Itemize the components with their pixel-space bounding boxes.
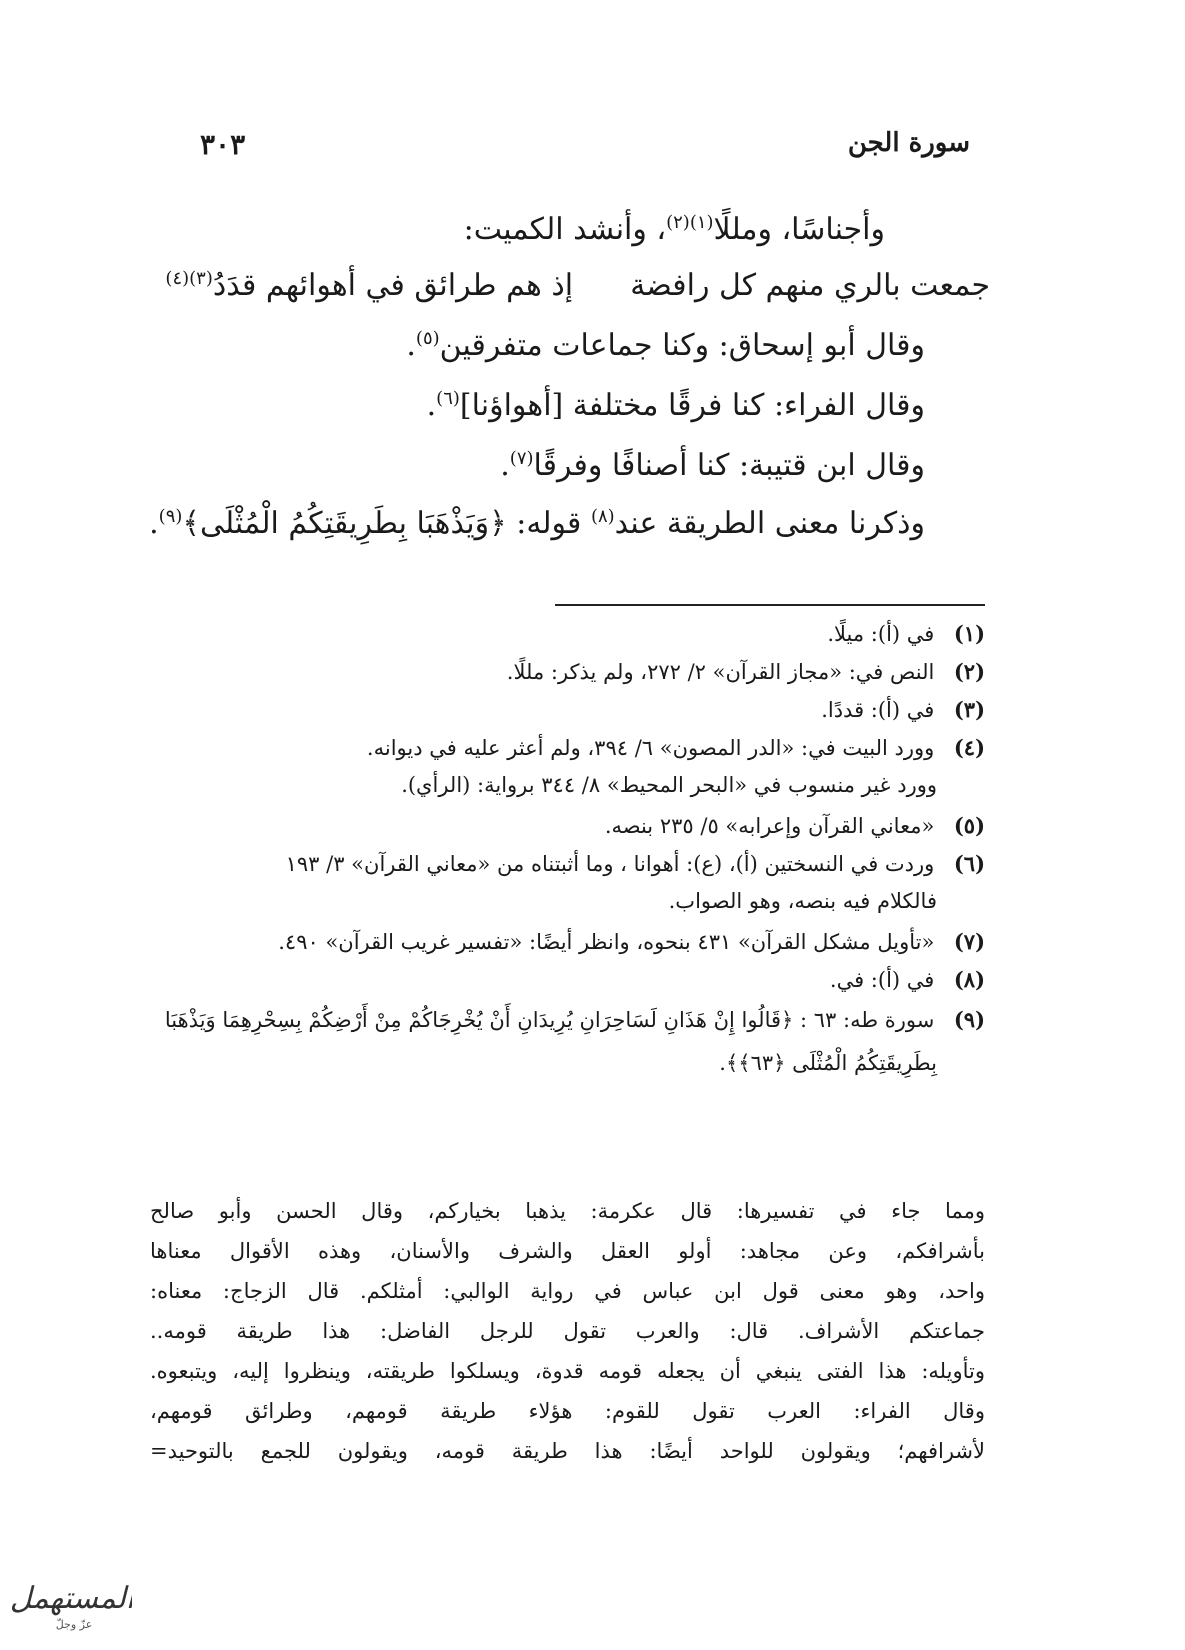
footnote-text: وورد البيت في: «الدر المصون» ٦/ ٣٩٤، ولم أعثر عليه في ديوانه. [366, 736, 935, 760]
footnote-separator [555, 604, 985, 606]
commentary-line: واحد، وهو معنى قول ابن عباس في رواية الوالبي: أمثلكم. قال الزجاج: معناه: [150, 1279, 985, 1303]
main-line-3 [406, 328, 925, 364]
main-line-5-end: . [500, 448, 510, 483]
footnote-9-continuation: بِطَرِيقَتِكُمُ الْمُثْلَى ﴿٦٣﴾﴾. [719, 1051, 937, 1075]
logo-calligraphy-icon [12, 1568, 132, 1634]
main-line-1-text-a: وأجناسًا، ومللًا [713, 212, 885, 247]
main-line-6-end: . [149, 506, 159, 541]
footnote-ref: (٩) [158, 506, 183, 527]
page-number: ٣٠٣ [200, 128, 246, 161]
footnote-number: (١) [953, 621, 985, 646]
poetry-verse [165, 268, 990, 304]
footnote-text: النص في: «مجاز القرآن» ٢/ ٢٧٢، ولم يذكر: مللًا. [506, 660, 935, 684]
commentary-line: بأشرافكم، وعن مجاهد: أولو العقل والشرف والأسنان، وهذه الأقوال معناها [150, 1239, 985, 1263]
main-line-4-text: وقال الفراء: كنا فرقًا مختلفة [أهواؤنا] [459, 388, 925, 423]
footnote-4 [367, 734, 985, 762]
footnote-text: في (أ): في. [829, 968, 935, 992]
footnote-ref: (٣)(٤) [165, 268, 213, 289]
footnote-6-continuation: فالكلام فيه بنصه، وهو الصواب. [668, 889, 937, 913]
footnote-5 [605, 812, 985, 840]
footnote-text: سورة طه: ٦٣ : ﴿قَالُوا إِنْ هَذَانِ لَسَاحِرَانِ يُرِيدَانِ أَنْ يُخْرِجَاكُمْ مِنْ أَرْضِكُمْ بِسِحْرِهِمَا وَيَذْهَبَا [164, 1008, 935, 1032]
footnote-text: في (أ): ميلًا. [827, 622, 935, 646]
main-line-4-end: . [426, 388, 437, 423]
footnote-number: (٥) [953, 813, 985, 838]
main-line-3-text: وقال أبو إسحاق: وكنا جماعات متفرقين [439, 328, 925, 363]
main-line-6-text-b: قوله: [516, 506, 582, 541]
footnote-text: في (أ): قددًا. [821, 698, 935, 722]
main-line-5 [500, 448, 925, 484]
footnote-1 [827, 620, 985, 648]
commentary-line: جماعتكم الأشراف. قال: والعرب تقول للرجل الفاضل: هذا طريقة قومه.. [150, 1319, 985, 1343]
footnote-number: (٤) [953, 735, 985, 760]
footnote-6 [286, 850, 985, 878]
quran-quote: ﴿وَيَذْهَبَا بِطَرِيقَتِكُمُ الْمُثْلَى﴾ [182, 506, 507, 541]
commentary-line: وتأويله: هذا الفتى ينبغي أن يجعله قومه قدوة، ويسلكوا طريقته، وينظروا إليه، ويتبعوه. [150, 1359, 985, 1383]
publisher-logo [12, 1568, 132, 1634]
main-line-1-text-b: ، وأنشد الكميت: [463, 212, 667, 247]
footnote-ref: (١)(٢) [666, 212, 714, 233]
main-line-5-text: وقال ابن قتيبة: كنا أصنافًا وفرقًا [533, 448, 925, 483]
main-line-3-end: . [406, 328, 416, 363]
footnote-ref: (٦) [436, 388, 460, 409]
footnote-text: «تأويل مشكل القرآن» ٤٣١ بنحوه، وانظر أيضًا: «تفسير غريب القرآن» ٤٩٠. [278, 930, 935, 954]
footnote-number: (٢) [953, 659, 985, 684]
commentary-line: وقال الفراء: العرب تقول للقوم: هؤلاء طريقة قومهم، وطرائق قومهم، [150, 1399, 985, 1423]
running-header [200, 128, 970, 168]
footnote-number: (٦) [953, 851, 985, 876]
footnote-number: (٨) [953, 967, 985, 992]
footnote-number: (٩) [953, 1007, 985, 1032]
footnote-ref: (٥) [415, 328, 440, 349]
verse-hemistich-1: جمعت بالري منهم كل رافضة [630, 268, 990, 303]
footnote-7 [278, 928, 985, 956]
footnote-4-continuation: وورد غير منسوب في «البحر المحيط» ٨/ ٣٤٤ برواية: (الرأي). [401, 773, 937, 797]
footnote-9 [165, 1006, 985, 1034]
footnote-number: (٣) [953, 697, 985, 722]
footnote-number: (٧) [953, 929, 985, 954]
svg-text:المستهمل: المستهمل [12, 1581, 132, 1616]
footnote-2 [507, 658, 985, 686]
main-line-1 [464, 212, 885, 248]
verse-hemistich-2: إذ هم طرائق في أهوائهم قدَدُ [212, 268, 574, 303]
footnote-ref: (٨) [590, 506, 615, 527]
main-line-4 [427, 388, 925, 424]
surah-title: سورة الجن [847, 128, 970, 158]
footnote-ref: (٧) [509, 448, 534, 469]
svg-text:عزّ وجلّ: عزّ وجلّ [55, 1618, 93, 1631]
main-line-6-text-a: وذكرنا معنى الطريقة عند [614, 506, 925, 541]
commentary-line: ومما جاء في تفسيرها: قال عكرمة: يذهبا بخياركم، وقال الحسن وأبو صالح [150, 1199, 985, 1223]
footnote-text: «معاني القرآن وإعرابه» ٥/ ٢٣٥ بنصه. [604, 814, 935, 838]
footnote-8 [830, 966, 985, 994]
main-line-6 [149, 506, 925, 542]
footnote-text: وردت في النسختين (أ)، (ع): أهوانا ، وما أثبتناه من «معاني القرآن» ٣/ ١٩٣ [285, 852, 935, 876]
commentary-line: لأشرافهم؛ ويقولون للواحد أيضًا: هذا طريقة قومه، ويقولون للجمع بالتوحيد= [150, 1439, 985, 1463]
footnote-3 [821, 696, 985, 724]
